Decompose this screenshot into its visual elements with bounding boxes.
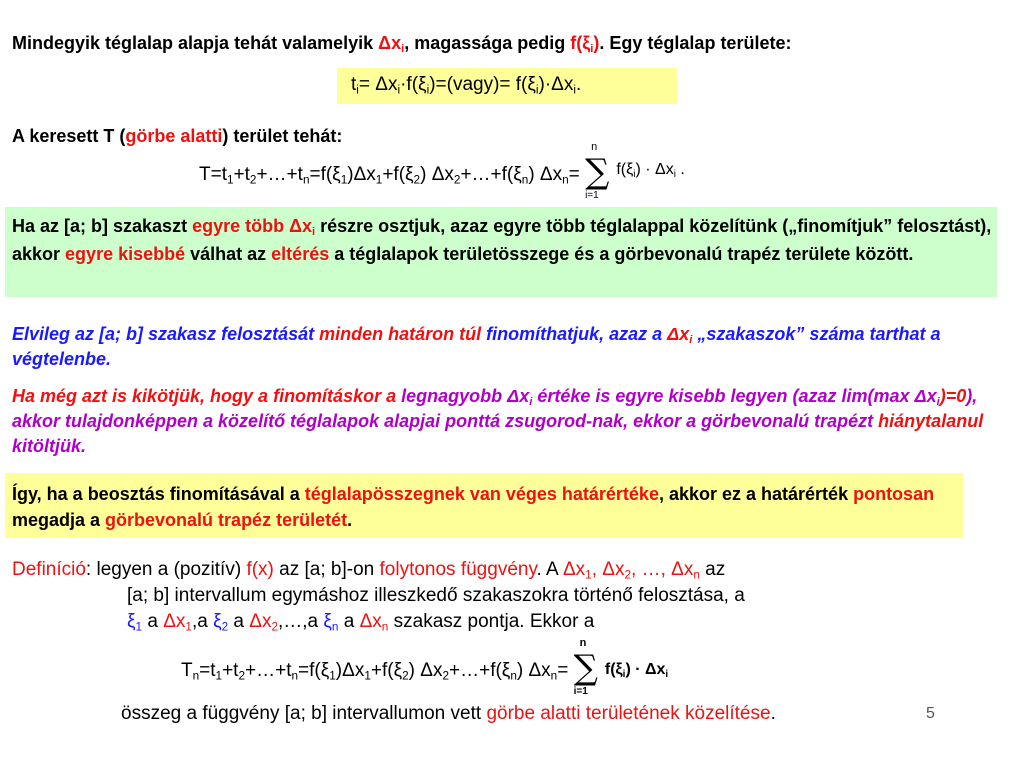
summation-symbol: n ∑ i=1 <box>585 140 610 201</box>
definition-line-3: $\xi_1$ a $\Delta x_1,a$ $\xi_2$ a $\Delta x_2,\dots,a$ $\xi_n$ a $\Delta x_n$ szakasz pontja. Ekkor a <box>127 611 595 634</box>
refinement-note: Ha az [a; b] szakaszt egyre több $\Delta x_i$ részre osztjuk, azaz egyre több téglalappal közelítünk („finomítjuk” felosztást), akkor egyre kisebbé válhat az eltérés a téglalapok területösszege és a görbevonalú trapéz területe között. <box>12 216 992 264</box>
summation-term: f(ξi) · Δxi . <box>616 161 685 180</box>
definition-line-1: Definíció: legyen a (pozitív) f(x) az [a; b]-on folytonos függvény. A $\Delta x_1$, $\Delta x_2$, …, $\Delta x_n$ az <box>12 559 726 582</box>
infinite-refinement-paragraph: Elvileg az [a; b] szakasz felosztását minden határon túl finomíthatjuk, azaz a $\Delta x_i$ „szakaszok” száma tarthat a végtelenbe. <box>12 324 941 369</box>
rectangle-area-formula: $t_i=$ $\Delta x_i\cdot f(\xi_i)=(vagy)= f(\xi_i)\cdot\Delta x_i$. <box>351 74 582 97</box>
riemann-sum-formula: $T_n=t_1+t_2+\dots+t_n=f(\xi_1)\Delta x_1+f(\xi_2)$ $\Delta x_2+\dots+f(\xi_n)$ $\Delta x_n=$ n ∑ i=1 $f(\xi_i) \cdot \Delta x_i$ <box>181 636 669 697</box>
total-area-formula: $T=t_1+t_2+\dots+t_n=f(\xi_1)\Delta x_1+f(\xi_2)$ $\Delta x_2+\dots+f(\xi_n)$ $\Delta x_n=$ n ∑ i=1 $^{f(\xi_i) \cdot \Delta x_i .}$ <box>199 140 685 201</box>
summation-term-2: $f(\xi_i) \cdot \Delta x_i$ <box>604 661 669 680</box>
area-heading: A keresett T (görbe alatti) terület tehát: <box>12 126 343 146</box>
limit-conclusion: Így, ha a beosztás finomításával a téglalapösszegnek van véges határértéke, akkor ez a határérték pontosan megadja a görbevonalú trapéz területét. <box>12 484 935 530</box>
definition-block <box>12 557 1017 635</box>
page-number: 5 <box>926 705 935 722</box>
limit-condition-paragraph: Ha még azt is kikötjük, hogy a finomításkor a legnagyobb $\Delta x_i$ értéke is egyre kisebb legyen (azaz lim(max $\Delta x_i)=0$), akkor tulajdonképpen a közelítő téglalapok alapjai ponttá zsugorod-nak, ekkor a görbevonalú trapézt hiánytalanul kitöltjük. <box>12 386 984 456</box>
definition-line-2: [a; b] intervallum egymáshoz illeszkedő szakaszokra történő felosztása, a <box>127 585 745 606</box>
intro-sentence: Mindegyik téglalap alapja tehát valamelyik $\Delta x_i$, magassága pedig $f(\xi_i)$. Egy téglalap területe: <box>12 33 792 56</box>
definition-label: Definíció <box>12 559 86 580</box>
summation-symbol-2: n ∑ i=1 <box>573 636 598 697</box>
closing-sentence: összeg a függvény [a; b] intervallumon vett görbe alatti területének közelítése. <box>121 703 776 724</box>
